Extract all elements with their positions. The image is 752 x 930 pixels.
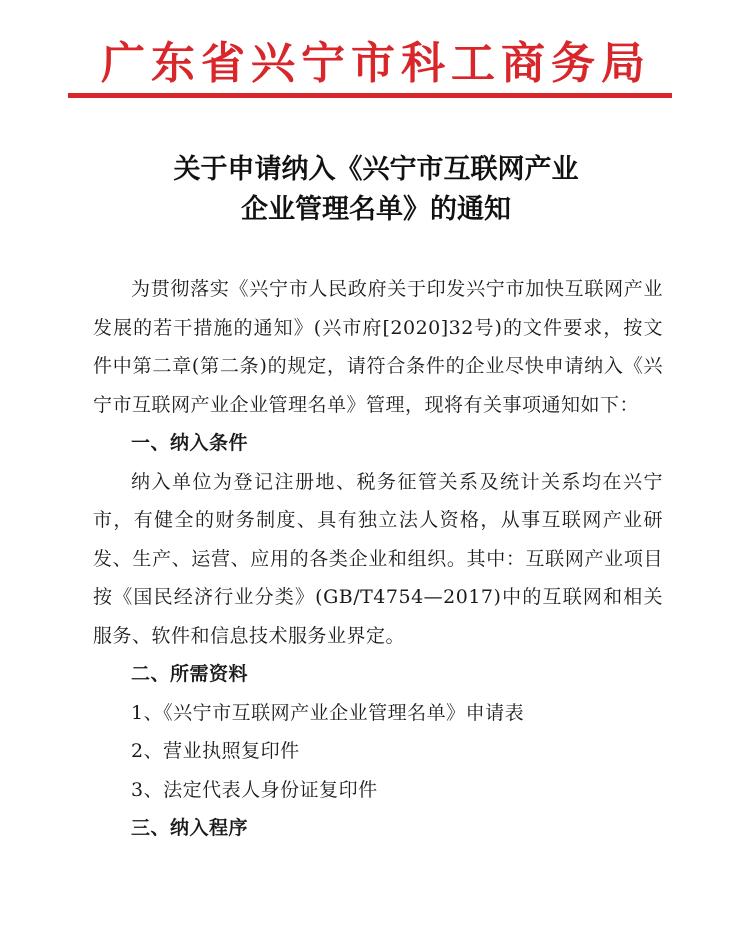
- list-item: 3、法定代表人身份证复印件: [131, 778, 378, 801]
- section-heading-2: 二、所需资料: [131, 663, 249, 685]
- section-heading-3: 三、纳入程序: [131, 817, 249, 839]
- document-title: [0, 150, 752, 230]
- list-item: 2、营业执照复印件: [131, 740, 300, 762]
- document-body: [93, 270, 663, 848]
- letterhead-red-rule: [68, 93, 672, 98]
- section-paragraph-1: 纳入单位为登记注册地、税务征管关系及统计关系均在兴宁市，有健全的财务制度、具有独立法人资格，从事互联网产业研发、生产、运营、应用的各类企业和组织。其中：互联网产业项目按《国民经济行业分类》(GB/T4754—2017)中的互联网和相关服务、软件和信息技术服务业界定。: [93, 470, 663, 647]
- document-title-line-1: 关于申请纳入《兴宁市互联网产业: [173, 154, 579, 185]
- agency-letterhead: 广东省兴宁市科工商务局: [101, 38, 651, 89]
- document-title-line-2: 企业管理名单》的通知: [241, 194, 511, 225]
- intro-paragraph: 为贯彻落实《兴宁市人民政府关于印发兴宁市加快互联网产业发展的若干措施的通知》(兴市府[2020]32号)的文件要求，按文件中第二章(第二条)的规定，请符合条件的企业尽快申请纳入《兴宁市互联网产业企业管理名单》管理，现将有关事项通知如下：: [93, 278, 663, 416]
- section-heading-1: 一、纳入条件: [131, 432, 249, 454]
- list-item: 1、《兴宁市互联网产业企业管理名单》申请表: [131, 701, 525, 724]
